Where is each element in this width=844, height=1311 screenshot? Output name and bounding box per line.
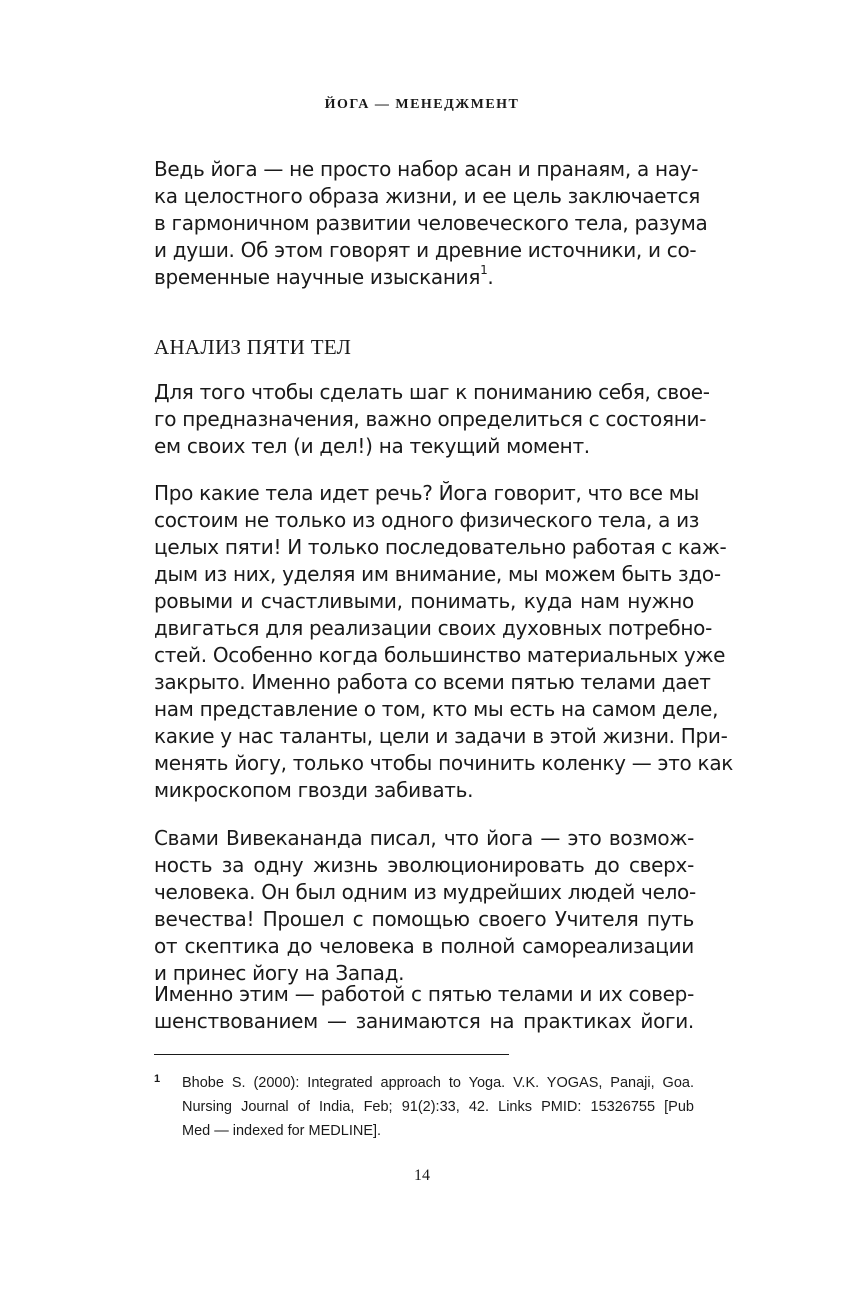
footnote-reference[interactable]: 1 xyxy=(480,263,488,278)
text-line xyxy=(154,264,694,291)
text-line: состоим не только из одного физического тела, а из xyxy=(154,508,700,532)
text-line: ровыми и счастливыми, понимать, куда нам нужно xyxy=(154,589,694,613)
text-line: менять йогу, только чтобы починить коленку — это как xyxy=(154,751,734,775)
text-line: Именно этим — работой с пятью телами и их совер- xyxy=(154,982,694,1006)
text-line: стей. Особенно когда большинство материальных уже xyxy=(154,643,726,667)
paragraph-2 xyxy=(154,379,710,460)
text-line: Для того чтобы сделать шаг к пониманию себя, свое- xyxy=(154,380,710,404)
paragraph-3 xyxy=(154,480,734,804)
text-line: и души. Об этом говорят и древние источники, и со- xyxy=(154,238,697,262)
footnote-line: Med — indexed for MEDLINE]. xyxy=(182,1123,382,1139)
text-line: Свами Вивекананда писал, что йога — это возмож- xyxy=(154,826,694,850)
footnote-mark: 1 xyxy=(154,1073,161,1085)
section-heading: АНАЛИЗ ПЯТИ ТЕЛ xyxy=(154,335,352,359)
paragraph-4 xyxy=(154,825,694,987)
footnote xyxy=(154,1071,694,1143)
text-line: вечества! Прошел с помощью своего Учителя путь xyxy=(154,907,694,931)
text-line: целых пяти! И только последовательно работая с каж- xyxy=(154,535,727,559)
text-line: человека. Он был одним из мудрейших людей чело- xyxy=(154,880,696,904)
text-line: и принес йогу на Запад. xyxy=(154,961,405,985)
text-line: двигаться для реализации своих духовных потребно- xyxy=(154,616,713,640)
text-line: го предназначения, важно определиться с состояни- xyxy=(154,407,707,431)
text-line: Ведь йога — не просто набор асан и пранаям, а нау- xyxy=(154,157,699,181)
footnote-divider xyxy=(154,1054,509,1055)
running-head: ЙОГА — МЕНЕДЖМЕНТ xyxy=(324,97,520,112)
text-line: микроскопом гвозди забивать. xyxy=(154,778,474,802)
text-line: шенствованием — занимаются на практиках йоги. xyxy=(154,1009,694,1033)
text-line: ность за одну жизнь эволюционировать до сверх- xyxy=(154,853,694,877)
footnote-text xyxy=(182,1071,694,1143)
text-line-end: . xyxy=(487,265,494,289)
page-number: 14 xyxy=(414,1167,430,1184)
paragraph-5 xyxy=(154,981,694,1035)
footnote-line: Nursing Journal of India, Feb; 91(2):33, 42. Links PMID: 15326755 [Pub xyxy=(182,1099,694,1115)
text-line-content: временные научные изыскания xyxy=(154,265,481,289)
text-line: дым из них, уделяя им внимание, мы можем быть здо- xyxy=(154,562,721,586)
footnote-line: Bhobe S. (2000): Integrated approach to Yoga. V.K. YOGAS, Panaji, Goa. xyxy=(182,1075,694,1091)
paragraph-1 xyxy=(154,156,708,291)
text-line: от скептика до человека в полной самореализации xyxy=(154,934,694,958)
text-line: ка целостного образа жизни, и ее цель заключается xyxy=(154,184,701,208)
text-line: закрыто. Именно работа со всеми пятью телами дает xyxy=(154,670,711,694)
text-line: нам представление о том, кто мы есть на самом деле, xyxy=(154,697,719,721)
text-line: Про какие тела идет речь? Йога говорит, что все мы xyxy=(154,481,700,505)
text-line: в гармоничном развитии человеческого тела, разума xyxy=(154,211,708,235)
text-line: ем своих тел (и дел!) на текущий момент. xyxy=(154,434,590,458)
text-line: какие у нас таланты, цели и задачи в этой жизни. При- xyxy=(154,724,728,748)
